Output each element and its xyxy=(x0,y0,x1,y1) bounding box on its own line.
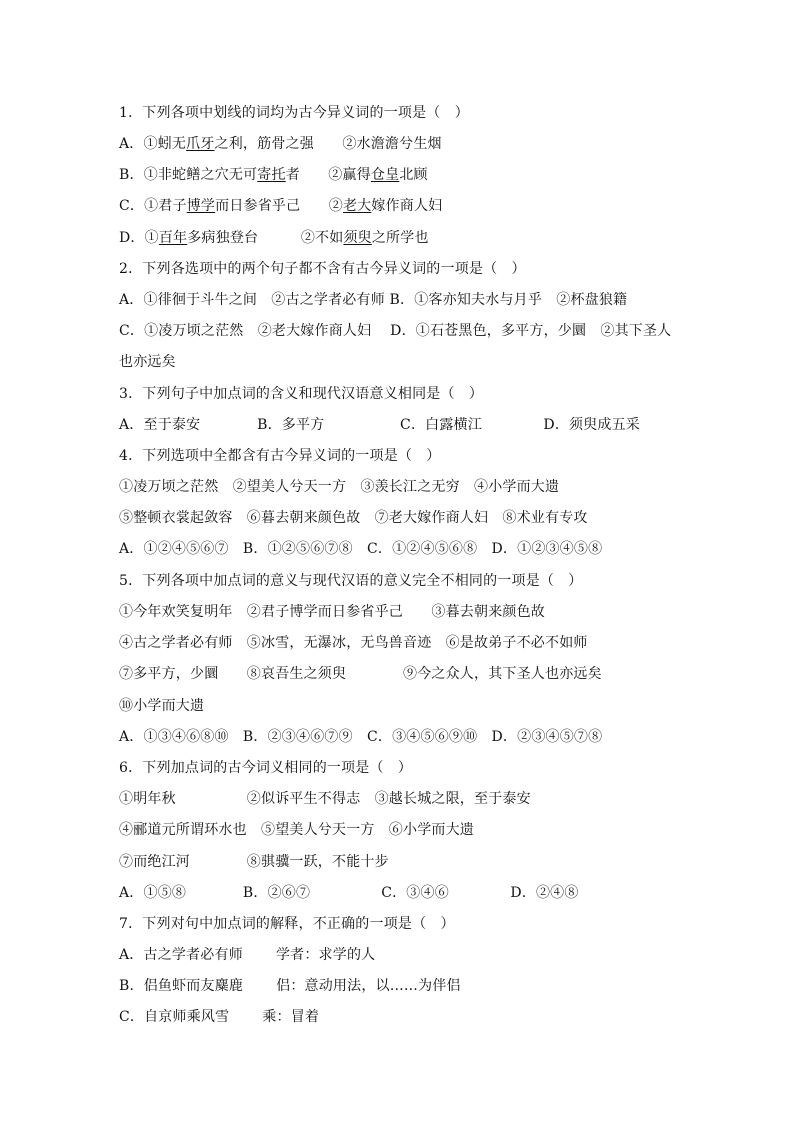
question-7-stem: 7．下列对句中加点词的解释，不正确的一项是（ ） xyxy=(119,916,455,932)
underlined-word: 爪牙 xyxy=(186,136,215,152)
question-5-items-1: ①今年欢笑复明年 ②君子博学而日参省乎己 ③暮去朝来颜色故 xyxy=(119,604,545,620)
question-4-items-1: ①凌万顷之茫然 ②望美人兮天一方 ③羡长江之无穷 ④小学而大遗 xyxy=(119,479,560,495)
question-1-stem: 1．下列各项中划线的词均为古今异义词的一项是（ ） xyxy=(119,105,469,121)
underlined-word: 百年 xyxy=(158,230,188,246)
question-5-options: A．①③④⑥⑧⑩ B．②③④⑥⑦⑨ C．③④⑤⑥⑨⑩ D．②③④⑤⑦⑧ xyxy=(119,729,603,745)
question-6-options: A．①⑤⑧ B．②⑥⑦ C．③④⑥ D．②④⑧ xyxy=(119,885,579,901)
question-2-stem: 2．下列各选项中的两个句子都不含有古今异义词的一项是（ ） xyxy=(119,261,526,277)
question-4-items-2: ⑤整顿衣裳起敛容 ⑥暮去朝来颜色故 ⑦老大嫁作商人妇 ⑧术业有专攻 xyxy=(119,510,588,526)
underlined-word: 寄托 xyxy=(257,167,286,183)
underlined-word: 仓皇 xyxy=(370,167,400,183)
question-1-option-a: A．①蚓无爪牙之利，筋骨之强 ②水澹澹兮生烟 xyxy=(119,136,442,152)
question-2-options-cd: C．①凌万顷之茫然 ②老大嫁作商人妇 D．①石苍黑色，多平方，少圜 ②其下圣人 xyxy=(119,323,672,339)
question-7-option-a: A．古之学者必有师 学者：求学的人 xyxy=(119,947,376,963)
question-6-stem: 6．下列加点词的古今词义相同的一项是（ ） xyxy=(119,760,413,776)
underlined-word: 须臾 xyxy=(343,230,372,246)
underlined-word: 博学 xyxy=(186,198,216,214)
question-7-option-c: C．自京师乘风雪 乘：冒着 xyxy=(119,1009,320,1025)
question-1-option-b: B．①非蛇鳝之穴无可寄托者 ②赢得仓皇北顾 xyxy=(119,167,428,183)
question-6-items-2: ④郦道元所谓环水也 ⑤望美人兮天一方 ⑥小学而大遗 xyxy=(119,822,474,838)
question-1-option-d: D．①百年多病独登台 ②不如须臾之所学也 xyxy=(119,230,429,246)
underlined-word: 老大 xyxy=(342,198,372,214)
question-4-options: A．①②④⑤⑥⑦ B．①②⑤⑥⑦⑧ C．①②④⑤⑥⑧ D．①②③④⑤⑧ xyxy=(119,541,603,557)
question-7-option-b: B．侣鱼虾而友麋鹿 侣：意动用法，以……为伴侣 xyxy=(119,978,461,994)
question-5-items-3: ⑦多平方，少圜 ⑧哀吾生之须臾 ⑨今之众人，其下圣人也亦远矣 xyxy=(119,666,602,682)
question-2-option-d-continued: 也亦远矣 xyxy=(119,354,176,370)
question-5-items-2: ④古之学者必有师 ⑤冰雪，无瀑冰，无鸟兽音迹 ⑥是故弟子不必不如师 xyxy=(119,635,588,651)
question-3-options: A．至于泰安 B．多平方 C．白露横江 D．须臾成五采 xyxy=(119,417,641,433)
question-2-options-ab: A．①徘徊于斗牛之间 ②古之学者必有师 B．①客亦知夫水与月乎 ②杯盘狼籍 xyxy=(119,292,628,308)
question-1-option-c: C．①君子博学而日参省乎己 ②老大嫁作商人妇 xyxy=(119,198,443,214)
question-3-stem: 3．下列句子中加点词的含义和现代汉语意义相同是（ ） xyxy=(119,386,484,402)
question-4-stem: 4．下列选项中全都含有古今异义词的一项是（ ） xyxy=(119,448,441,464)
question-5-items-4: ⑩小学而大遗 xyxy=(119,698,205,714)
question-5-stem: 5．下列各项中加点词的意义与现代汉语的意义完全不相同的一项是（ ） xyxy=(119,573,583,589)
question-6-items-3: ⑦而绝江河 ⑧骐骥一跃，不能十步 xyxy=(119,854,389,870)
question-6-items-1: ①明年秋 ②似诉平生不得志 ③越长城之限，至于泰安 xyxy=(119,791,531,807)
